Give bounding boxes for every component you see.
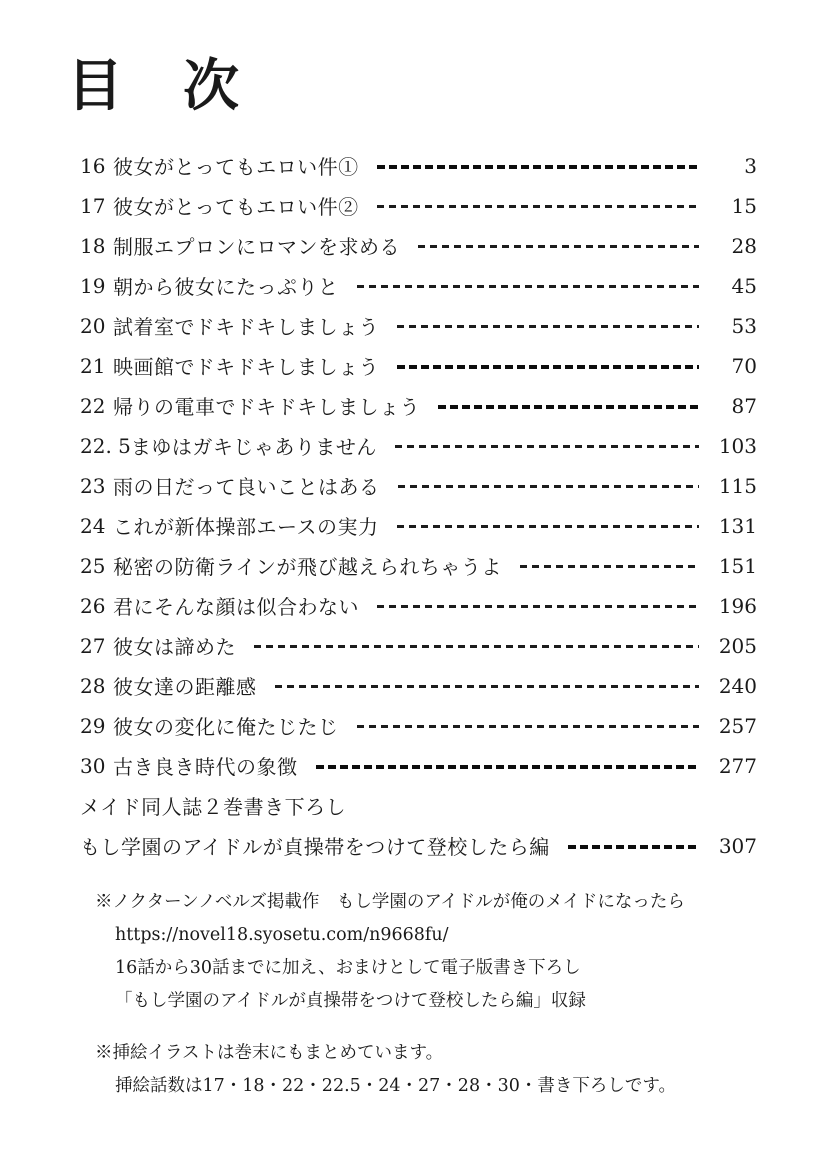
toc-row xyxy=(80,706,757,746)
chapter-title: 古き良き時代の象徴 xyxy=(113,755,298,780)
toc-row xyxy=(80,666,757,706)
chapter-title: もし学園のアイドルが貞操帯をつけて登校したら編 xyxy=(80,835,550,860)
page-number: 103 xyxy=(718,433,757,458)
dotted-leader xyxy=(398,485,700,488)
page-number: 307 xyxy=(718,833,757,858)
note-line: https://novel18.syosetu.com/n9668fu/ xyxy=(115,924,449,945)
chapter-number: 22 xyxy=(80,393,106,418)
chapter-title: 雨の日だって良いことはある xyxy=(113,475,380,500)
dotted-leader xyxy=(254,645,699,648)
toc-row xyxy=(80,546,757,586)
chapter-number: 25 xyxy=(80,553,106,578)
chapter-title: 君にそんな顔は似合わない xyxy=(113,595,359,620)
dotted-leader xyxy=(438,405,699,409)
chapter-number: 20 xyxy=(80,313,106,338)
toc-row xyxy=(80,306,757,346)
chapter-number: 27 xyxy=(80,633,106,658)
toc-row xyxy=(80,426,757,466)
chapter-number: 23 xyxy=(80,473,106,498)
dotted-leader xyxy=(395,445,699,448)
toc-row xyxy=(80,826,757,866)
dotted-leader xyxy=(275,685,700,688)
page-number: 151 xyxy=(718,553,757,578)
note-line: 16話から30話までに加え、おまけとして電子版書き下ろし xyxy=(115,957,581,978)
chapter-title: 彼女は諦めた xyxy=(113,635,236,660)
toc-row xyxy=(80,346,757,386)
page-number: 15 xyxy=(731,193,757,218)
chapter-title: メイド同人誌２巻書き下ろし xyxy=(80,795,347,820)
chapter-title: まゆはガキじゃありません xyxy=(130,435,377,460)
chapter-number: 16 xyxy=(80,153,106,178)
page-number: 196 xyxy=(718,593,757,618)
toc-row xyxy=(80,146,757,186)
chapter-title: 彼女の変化に俺たじたじ xyxy=(113,715,339,740)
toc-row xyxy=(80,186,757,226)
chapter-title: 映画館でドキドキしましょう xyxy=(113,355,380,380)
chapter-title: 試着室でドキドキしましょう xyxy=(113,315,380,340)
note-line: ※ノクターンノベルズ掲載作 もし学園のアイドルが俺のメイドになったら xyxy=(95,891,685,912)
note-block xyxy=(95,1037,757,1103)
toc-list xyxy=(80,146,757,866)
dotted-leader xyxy=(397,365,699,369)
chapter-title: 朝から彼女にたっぷりと xyxy=(113,275,339,300)
chapter-number: 19 xyxy=(80,273,106,298)
toc-row xyxy=(80,466,757,506)
dotted-leader xyxy=(316,765,700,769)
page-number: 205 xyxy=(718,633,757,658)
toc-row xyxy=(80,266,757,306)
toc-row xyxy=(80,626,757,666)
page-number: 87 xyxy=(731,393,757,418)
toc-row xyxy=(80,226,757,266)
toc-row xyxy=(80,506,757,546)
toc-row xyxy=(80,786,757,826)
toc-row xyxy=(80,386,757,426)
chapter-title: 彼女がとってもエロい件① xyxy=(113,155,359,180)
chapter-title: これが新体操部エースの実力 xyxy=(113,515,379,540)
dotted-leader xyxy=(357,725,700,728)
page-number: 277 xyxy=(718,753,757,778)
toc-row xyxy=(80,586,757,626)
dotted-leader xyxy=(568,845,699,849)
dotted-leader xyxy=(377,205,699,208)
dotted-leader xyxy=(397,325,699,328)
page-number: 257 xyxy=(718,713,757,738)
chapter-title: 秘密の防衛ラインが飛び越えられちゃうよ xyxy=(113,555,502,580)
dotted-leader xyxy=(357,285,700,288)
dotted-leader xyxy=(377,165,699,169)
note-line: ※挿絵イラストは巻末にもまとめています。 xyxy=(95,1042,444,1063)
chapter-title: 帰りの電車でドキドキしましょう xyxy=(113,395,421,420)
note-block xyxy=(95,886,757,1018)
dotted-leader xyxy=(520,565,699,568)
dotted-leader xyxy=(418,245,699,248)
note-line: 「もし学園のアイドルが貞操帯をつけて登校したら編」収録 xyxy=(115,990,586,1011)
page-number: 28 xyxy=(731,233,757,258)
chapter-number: 30 xyxy=(80,753,106,778)
toc-row xyxy=(80,746,757,786)
page-number: 45 xyxy=(731,273,757,298)
note-line: 挿絵話数は17・18・22・22.5・24・27・28・30・書き下ろしです。 xyxy=(115,1075,676,1096)
page-number: 131 xyxy=(718,513,757,538)
chapter-number: 26 xyxy=(80,593,106,618)
page-number: 240 xyxy=(718,673,757,698)
chapter-title: 制服エプロンにロマンを求める xyxy=(113,235,400,260)
page-number: 53 xyxy=(731,313,757,338)
chapter-number: 24 xyxy=(80,513,106,538)
dotted-leader xyxy=(397,525,700,528)
chapter-number: 17 xyxy=(80,193,106,218)
notes xyxy=(95,886,757,1103)
page-number: 70 xyxy=(731,353,757,378)
chapter-number: 29 xyxy=(80,713,106,738)
chapter-number: 21 xyxy=(80,353,106,378)
chapter-number: 22. 5 xyxy=(80,433,131,458)
chapter-number: 18 xyxy=(80,233,106,258)
chapter-title: 彼女がとってもエロい件② xyxy=(113,195,359,220)
chapter-title: 彼女達の距離感 xyxy=(113,675,257,700)
page-number: 3 xyxy=(744,153,757,178)
page-number: 115 xyxy=(718,473,757,498)
dotted-leader xyxy=(377,605,699,608)
chapter-number: 28 xyxy=(80,673,106,698)
page-title: 目 次 xyxy=(67,53,241,119)
